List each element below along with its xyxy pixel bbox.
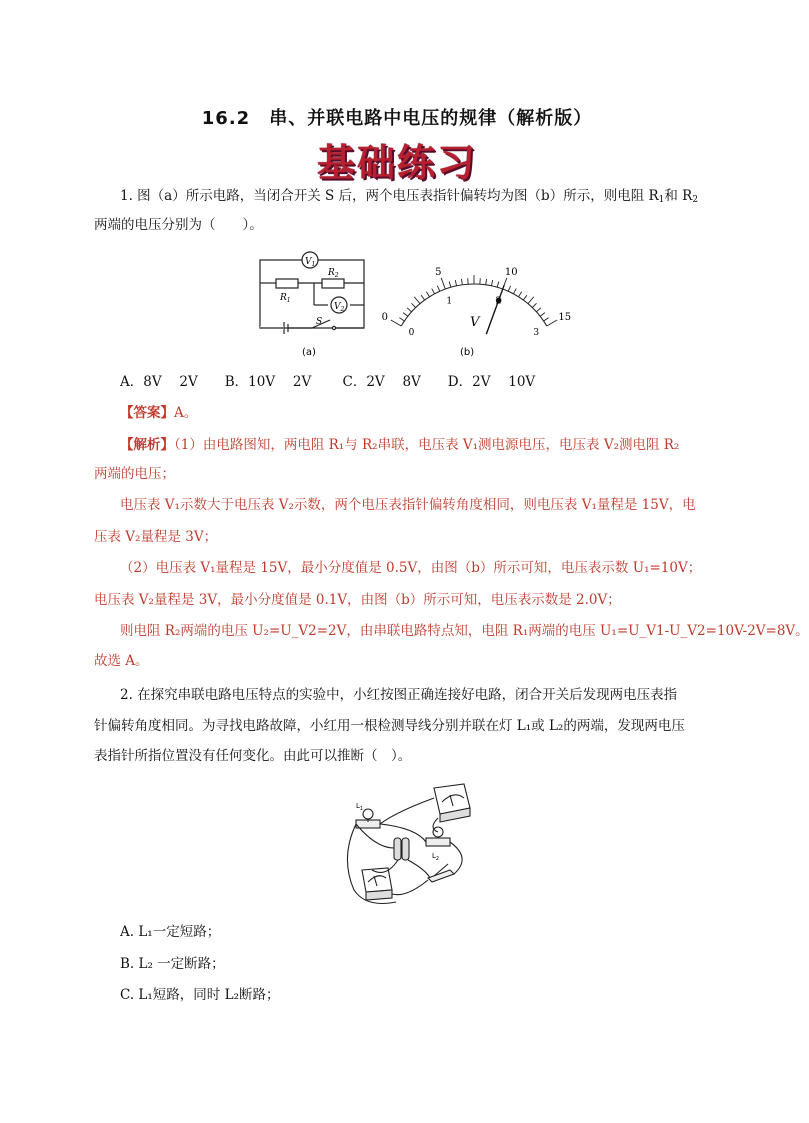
voltmeter-dial-b [381, 250, 572, 362]
dial-tick [461, 279, 462, 285]
svg-text:R2: $R_2$ [328, 268, 339, 279]
dial-tick [399, 318, 404, 321]
circuit-diagram-a [254, 250, 369, 362]
dial-tick [441, 278, 445, 289]
dial-tick [536, 308, 540, 312]
dial-outer-label-0: 0 [381, 312, 389, 323]
experiment-circuit-figure [336, 778, 478, 914]
dial-outer-label-15: 15 [558, 312, 572, 323]
dial-tick [508, 286, 510, 291]
dial-outer-label-5: 5 [435, 267, 442, 279]
q1-analysis-line-5: （2）电压表 V₁量程是 15V，最小分度值是 0.5V，由图（b）所示可知，电压表示数 U₁=10V； [120, 560, 702, 576]
dial-tick [528, 297, 534, 304]
q1-stem-line-1: 1. 图（a）所示电路，当闭合开关 S 后，两个电压表指针偏转均为图（b）所示，则电阻 $R_1$和 $R_2$ [120, 188, 699, 205]
svg-text:(a): (a) [302, 347, 316, 358]
dial-tick [497, 281, 499, 287]
dial-tick [437, 286, 439, 291]
q1-analysis-line-7: 则电阻 R₂两端的电压 U₂=U_V2=2V，由串联电路特点知，电阻 R₁两端的电压 U₁=U_V1-U_V2=10V-2V=8V。 [120, 623, 809, 639]
dial-tick [391, 320, 401, 326]
dial-inner-label-0: 0 [408, 328, 415, 338]
dial-inner-label-1: 1 [446, 296, 453, 307]
dial-tick [491, 280, 492, 286]
svg-text:S: S [316, 317, 323, 327]
q2-stem-line-2: 针偏转角度相同。为寻找电路故障，小红用一根检测导线分别并联在灯 L₁或 L₂的两端，发现两电压 [94, 718, 685, 734]
svg-text:L2: $L_2$ [432, 852, 440, 862]
dial-inner-label-2: 2 [495, 296, 502, 307]
svg-text:(b): (b) [460, 347, 475, 358]
dial-tick [513, 289, 516, 294]
svg-text:R1: $R_1$ [280, 293, 291, 304]
dial-tick [486, 279, 487, 285]
dial-tick [519, 292, 522, 297]
dial-tick [403, 313, 408, 317]
q1-analysis-line-6: 电压表 V₂量程是 3V，最小分度值是 0.1V，由图（b）所示可知，电压表示数是 2.0V； [94, 592, 621, 608]
q2-option-a: A. L₁一定短路； [120, 924, 221, 940]
dial-tick [432, 289, 435, 294]
q1-analysis-line-3: 电压表 V₁示数大于电压表 V₂示数，两个电压表指针偏转角度相同，则电压表 V₁量程是 15V，电 [120, 497, 696, 513]
q2-option-c: C. L₁短路，同时 L₂断路； [120, 987, 280, 1003]
dial-tick [411, 303, 415, 307]
svg-text:V2: $V_2$ [334, 302, 345, 313]
dial-tick [544, 318, 549, 321]
q2-stem-line-1: 2. 在探究串联电路电压特点的实验中，小红按图正确连接好电路，闭合开关后发现两电压表指 [120, 687, 678, 703]
dial-needle [486, 285, 504, 334]
svg-text:L1: $L_1$ [356, 802, 364, 812]
q1-analysis-line-2: 两端的电压； [94, 466, 175, 482]
q2-option-b: B. L₂ 一定断路； [120, 956, 225, 972]
page-title: 16.2 串、并联电路中电压的规律（解析版） [201, 108, 593, 129]
dial-tick [421, 295, 425, 300]
q2-stem-line-3: 表指针所指位置没有任何变化。由此可以推断（ ）。 [94, 748, 412, 764]
q1-answer: 【答案】A。 [120, 405, 198, 421]
dial-tick [532, 303, 536, 307]
dial-tick [523, 295, 527, 300]
dial-tick [449, 281, 451, 287]
dial-tick [414, 297, 420, 304]
dial-tick [407, 308, 411, 312]
q1-analysis-line-1: 【解析】（1）由电路图知，两电阻 R₁与 R₂串联，电压表 V₁测电源电压，电压表 V₂测电阻 R₂ [120, 437, 680, 453]
q1-stem-line-2: 两端的电压分别为（ ）。 [94, 217, 263, 233]
section-banner: 基础练习 [316, 141, 477, 185]
dial-tick [426, 292, 429, 297]
q1-analysis-line-8: 故选 A。 [94, 653, 149, 669]
svg-text:V1: $V_1$ [305, 257, 316, 268]
dial-inner-label-3: 3 [533, 328, 540, 338]
q1-analysis-line-4: 压表 V₂量程是 3V； [94, 529, 218, 545]
dial-tick [547, 320, 557, 326]
dial-tick [540, 313, 545, 317]
dial-tick [455, 280, 456, 286]
q1-options: A．8V 2V B．10V 2V C．2V 8V D．2V 10V [120, 374, 536, 390]
dial-outer-label-10: 10 [504, 267, 518, 279]
dial-unit: V [470, 315, 480, 330]
